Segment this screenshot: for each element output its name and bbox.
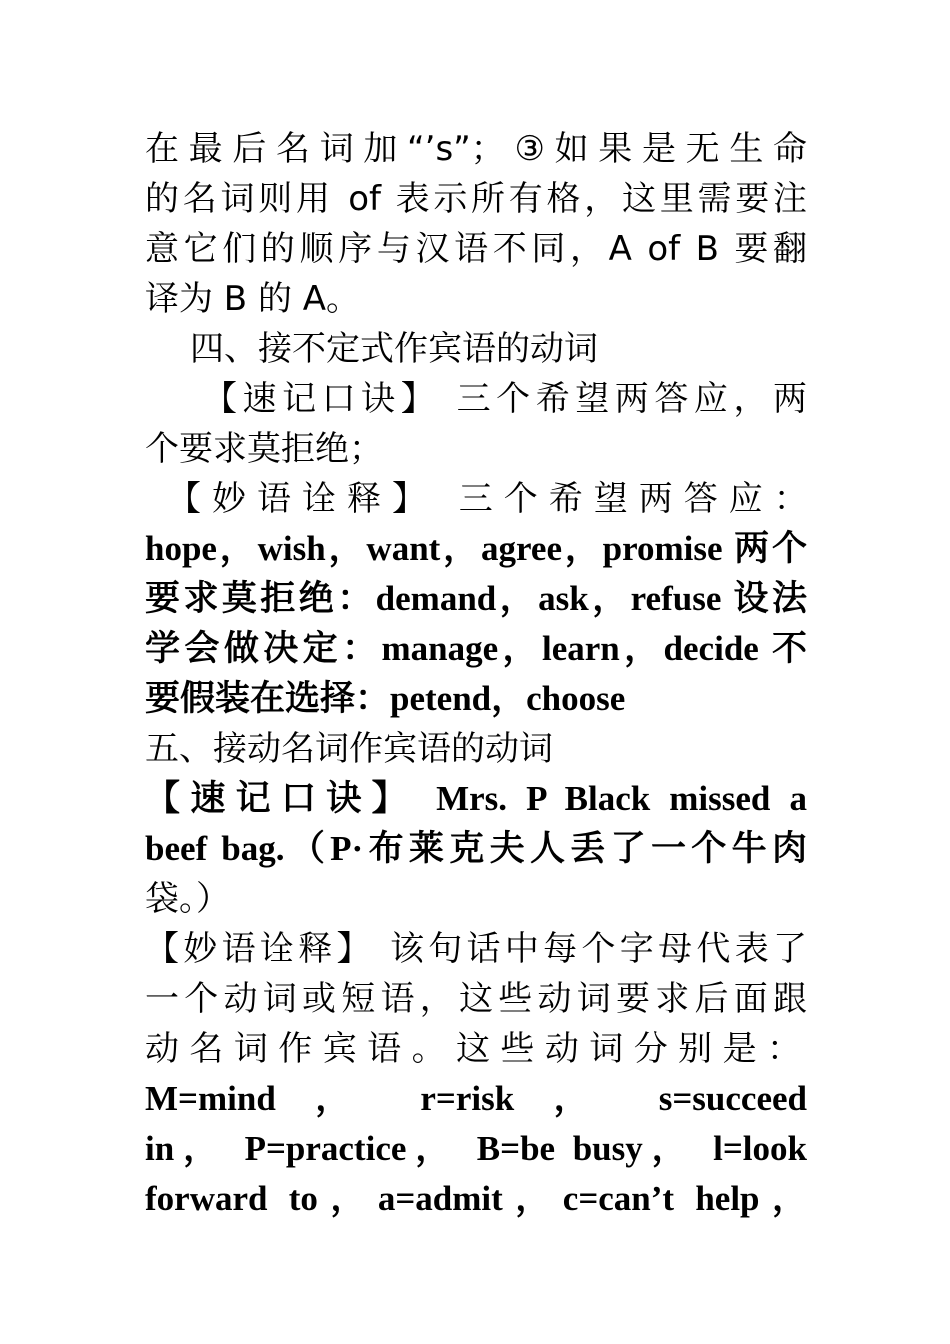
text-line: 袋。） [145,879,230,919]
text-line: 一个动词或短语，这些动词要求后面跟 [145,979,807,1019]
verb-list-line: 要求莫拒绝：demand，ask，refuse 设法 [145,579,807,618]
verb-list-line: forward to，a=admit，c=can’t help， [145,1179,807,1218]
mnemonic-line: 【速记口诀】 Mrs. P Black missed a [145,779,807,818]
verb-list-line: 学会做决定：manage，learn，decide 不 [145,629,807,668]
verb-list-line: 要假装在选择：petend，choose [145,679,626,718]
text-line: 意它们的顺序与汉语不同，A of B 要翻 [145,229,807,269]
section-heading: 五、接动名词作宾语的动词 [145,729,553,769]
explanation-line: 【妙语诠释】 该句话中每个字母代表了 [145,929,807,969]
document-page [145,124,819,1224]
text-line: 个要求莫拒绝； [145,429,383,469]
text-line: beef bag.（P·布莱克夫人丢了一个牛肉 [145,829,807,868]
verb-list-line: hope，wish，want，agree，promise 两个 [145,529,807,568]
verb-list-line: in， P=practice， B=be busy， l=look [145,1129,807,1168]
mnemonic-line: 【速记口诀】 三个希望两答应，两 [203,379,807,419]
text-line: 在最后名词加“’s”；③如果是无生命 [145,129,807,169]
section-heading: 四、接不定式作宾语的动词 [190,329,598,369]
verb-list-line: M=mind ， r=risk ， s=succeed [145,1079,807,1118]
text-line: 的名词则用 of 表示所有格，这里需要注 [145,179,807,219]
text-line: 动名词作宾语。这些动词分别是： [145,1029,807,1069]
text-line: 译为 B 的 A。 [145,279,361,319]
explanation-line: 【妙语诠释】 三个希望两答应： [167,479,819,519]
